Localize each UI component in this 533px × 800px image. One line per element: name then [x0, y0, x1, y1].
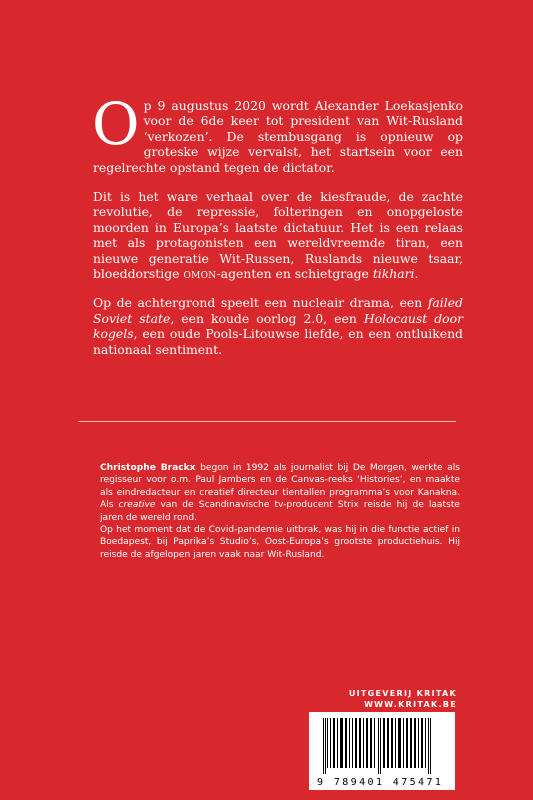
barcode-bar	[345, 718, 347, 768]
bio-text-2: van de Scandinavische tv-producent Strix reisde hij de laatste jaren de wereld rond.	[100, 500, 460, 523]
barcode-bar	[374, 718, 375, 768]
publisher-block	[349, 688, 457, 710]
barcode-bar	[395, 718, 396, 768]
barcode-bar	[355, 718, 357, 768]
drop-cap: O	[92, 90, 140, 158]
barcode-bar	[366, 718, 368, 768]
back-cover-blurb	[92, 90, 464, 371]
publisher-url[interactable]: WWW.KRITAK.BE	[364, 700, 457, 709]
barcode-bar	[383, 718, 385, 768]
isbn-number: 9 789401 475471	[317, 777, 444, 788]
bio-paragraph-2: Op het moment dat de Covid-pandemie uitbrak, was hij in die functie actief in Boedapest, bij Paprika’s Studio’s, Oost-Europa’s grootste productiehuis. Hij reisde de afgelopen jaren vaak naar Wit-Rusland.	[100, 525, 460, 560]
barcode-bar	[327, 718, 328, 768]
blurb-paragraph-2	[93, 189, 463, 281]
failed-state-term: failed Soviet state	[93, 295, 463, 326]
barcode-bar	[340, 718, 343, 768]
author-bio	[100, 462, 460, 561]
barcode-bar	[421, 718, 423, 768]
barcode-bar	[430, 718, 431, 774]
barcode-bar	[380, 718, 381, 774]
barcode-bar	[406, 718, 408, 768]
barcode-bar	[428, 718, 429, 774]
barcode-bar	[387, 718, 389, 768]
bio-text-1: begon in 1992 als journalist bij De Morgen, werkte als regisseur voor o.m. Paul Jambers en de Canvas-reeks ‘Histories’, en maakte als eindredacteur en creatief directeur tientallen programma’s voor Kanakna. Als	[100, 463, 460, 511]
blurb-paragraph-3	[93, 295, 463, 357]
blurb-text-1: p 9 augustus 2020 wordt Alexander Loekasjenko voor de 6de keer tot president van Wit-Rusland ‘verkozen’. De stembusgang is opnieuw op groteske wijze vervalst, het startsein voor een regelrechte opstand tegen de dictator.	[93, 98, 463, 175]
barcode-bar	[349, 718, 350, 768]
publisher-name: UITGEVERIJ KRITAK	[348, 689, 457, 698]
barcode-bar	[330, 718, 331, 768]
barcode-bar	[398, 718, 401, 768]
barcode-bar	[425, 718, 426, 768]
bio-paragraph-1	[100, 462, 460, 524]
blurb-text-2a: Dit is het ware verhaal over de kiesfraude, de zachte revolutie, de repressie, folteringen en onopgeloste moorden in Europa’s laatste dictatuur. Het is een relaas met als protagonisten een wereldvreemde tiran, een nieuwe generatie Wit-Russen, Ruslands nieuwe tsaar, bloeddorstige	[93, 189, 463, 282]
barcode-bar	[410, 718, 412, 768]
omon-term: omon	[183, 266, 217, 282]
blurb-text-2c: .	[414, 266, 419, 282]
blurb-text-3a: Op de achtergrond speelt een nucleair drama, een	[93, 295, 428, 311]
barcode-icon	[309, 712, 455, 776]
barcode-bar	[414, 718, 416, 768]
section-divider	[78, 421, 456, 422]
tikhari-term: tikhari	[372, 266, 415, 282]
holocaust-term: Holocaust door kogels	[93, 310, 464, 342]
blurb-paragraph-1	[92, 90, 463, 175]
barcode-bar	[391, 718, 393, 768]
barcode-bar	[418, 718, 419, 768]
barcode-bar	[352, 718, 353, 768]
barcode-bar	[325, 718, 326, 774]
creative-term: creative	[118, 500, 156, 511]
barcode-bar	[333, 718, 335, 768]
barcode-bar	[378, 718, 379, 774]
barcode-bar	[403, 718, 404, 768]
barcode-bar	[359, 718, 361, 768]
barcode-bar	[363, 718, 364, 768]
barcode-bar	[370, 718, 372, 768]
blurb-text-3b: , een koude oorlog 2.0, een	[170, 310, 364, 326]
barcode-bar	[323, 718, 324, 774]
blurb-text-3c: , een oude Pools-Litouwse liefde, en een ontluikend nationaal sentiment.	[93, 326, 463, 357]
barcode-bar	[337, 718, 338, 768]
blurb-text-2b: -agenten en schietgrage	[216, 266, 373, 282]
isbn-barcode	[309, 712, 455, 790]
author-name: Christophe Brackx	[100, 463, 196, 473]
